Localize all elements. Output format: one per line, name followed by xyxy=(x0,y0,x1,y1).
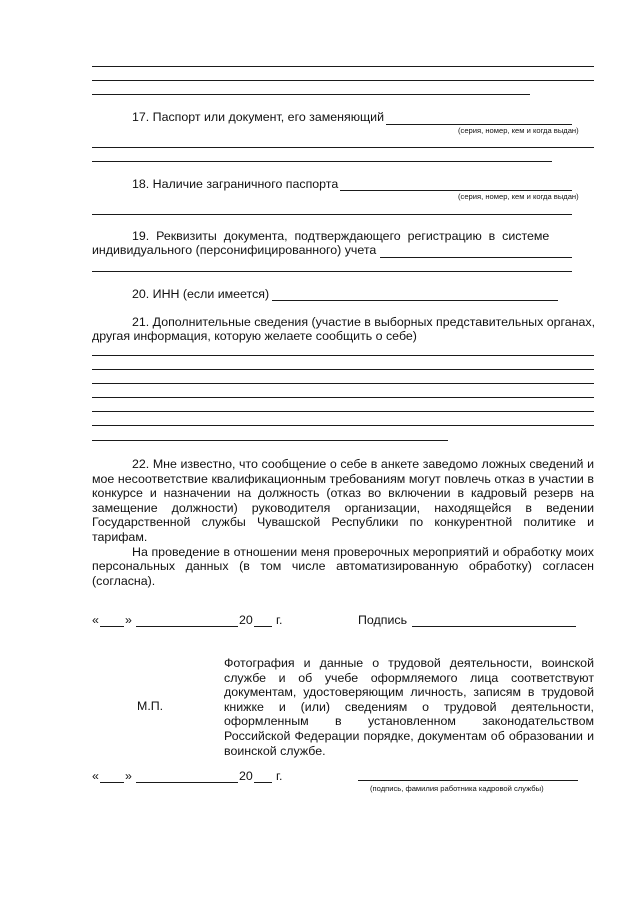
item-21-line[interactable] xyxy=(92,383,594,384)
item-20-label: 20. ИНН (если имеется) xyxy=(132,287,270,301)
item-20-field[interactable] xyxy=(272,300,558,301)
stamp-label: М.П. xyxy=(137,699,164,713)
item-17-label: 17. Паспорт или документ, его заменяющий xyxy=(132,110,385,124)
item-18-field[interactable] xyxy=(340,190,572,191)
blank-line[interactable] xyxy=(92,66,594,67)
blank-line[interactable] xyxy=(92,80,594,81)
item-22-paragraph-2: На проведение в отношении меня проверочных мероприятий и обработку моих персональных данных (в том числе автоматизированную обработку) согласен (согласна). xyxy=(92,544,594,588)
date-open-quote: « xyxy=(92,769,99,783)
date-close-quote: » xyxy=(125,613,132,627)
item-19-line-1: 19. Реквизиты документа, подтверждающего регистрацию в системе xyxy=(132,229,550,243)
item-19-line[interactable] xyxy=(92,271,572,272)
item-17-field[interactable] xyxy=(386,124,572,125)
date-month-field[interactable] xyxy=(136,626,238,627)
date-open-quote: « xyxy=(92,613,99,627)
item-21-line[interactable] xyxy=(92,425,594,426)
date-month-field[interactable] xyxy=(136,782,238,783)
item-17-line[interactable] xyxy=(92,147,594,148)
date-day-field[interactable] xyxy=(100,626,124,627)
item-21-line[interactable] xyxy=(92,411,594,412)
item-22-declaration xyxy=(92,457,594,588)
item-17-hint: (серия, номер, кем и когда выдан) xyxy=(458,126,579,135)
item-18-hint: (серия, номер, кем и когда выдан) xyxy=(458,192,579,201)
item-21-line[interactable] xyxy=(92,355,594,356)
date-day-field[interactable] xyxy=(100,782,124,783)
item-21-line[interactable] xyxy=(92,440,448,441)
item-19-field[interactable] xyxy=(380,257,572,258)
date-year-prefix: 20 xyxy=(239,769,253,783)
date-year-suffix: г. xyxy=(276,613,283,627)
certification-text: Фотография и данные о трудовой деятельности, воинской службе и об учебе оформляемого лица соответствуют документам, удостоверяющим личность, записям в трудовой книжке и (или) сведениям о трудовой деятельности, оформленным в установленном законодательством Российской Федерации порядке, документам об образовании и воинской службе. xyxy=(224,656,594,758)
date-year-suffix: г. xyxy=(276,769,283,783)
date-close-quote: » xyxy=(125,769,132,783)
item-19-line-2: индивидуального (персонифицированного) учета xyxy=(92,243,377,257)
blank-line[interactable] xyxy=(92,94,530,95)
item-21-line-1: 21. Дополнительные сведения (участие в выборных представительных органах, xyxy=(132,315,596,329)
item-18-line[interactable] xyxy=(92,214,572,215)
item-18-label: 18. Наличие заграничного паспорта xyxy=(132,177,339,191)
date-year-field[interactable] xyxy=(254,782,272,783)
signature-field[interactable] xyxy=(412,626,576,627)
item-21-line[interactable] xyxy=(92,397,594,398)
item-21-line[interactable] xyxy=(92,369,594,370)
date-year-prefix: 20 xyxy=(239,613,253,627)
item-22-paragraph-1: 22. Мне известно, что сообщение о себе в анкете заведомо ложных сведений и мое несоответствие квалификационным требованиям могут повлечь отказ в участии в конкурсе и назначении на должность (отказ во включении в кадровый резерв на замещение должности) руководителя организации, находящейся в ведении Государственной службы Чувашской Республики по конкурентной политике и тарифам. xyxy=(92,457,594,544)
item-17-line[interactable] xyxy=(92,161,552,162)
item-21-line-2: другая информация, которую желаете сообщить о себе) xyxy=(92,329,417,343)
date-year-field[interactable] xyxy=(254,626,272,627)
hr-signature-field[interactable] xyxy=(358,780,578,781)
signature-label: Подпись xyxy=(358,613,408,627)
hr-signature-hint: (подпись, фамилия работника кадровой службы) xyxy=(370,784,544,793)
